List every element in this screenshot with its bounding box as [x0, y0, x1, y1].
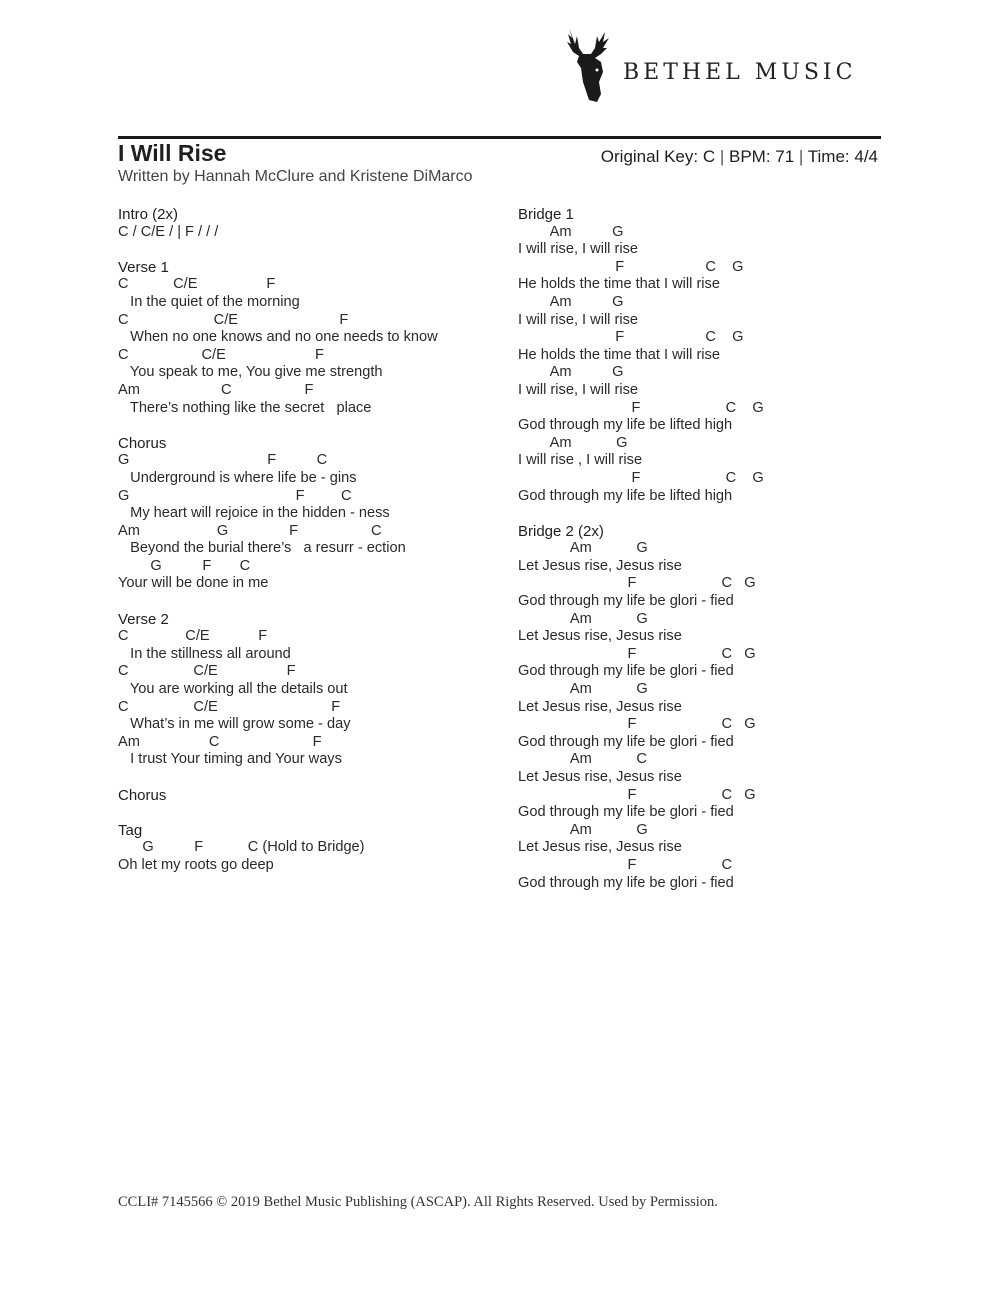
section-title: Bridge 1	[518, 206, 574, 223]
song-line: I will rise, I will rise	[518, 241, 638, 258]
song-line: Am C	[518, 751, 647, 768]
song-line: When no one knows and no one needs to know	[118, 329, 438, 346]
song-line: F C G	[518, 575, 756, 592]
song-meta	[601, 147, 878, 167]
section-title: Chorus	[118, 434, 167, 452]
song-line: C / C/E / | F / / /	[118, 223, 219, 240]
meta-separator: |	[798, 147, 808, 166]
song-line: F C G	[518, 258, 744, 275]
song-line: Oh let my roots go deep	[118, 856, 274, 873]
song-line: You are working all the details out	[118, 681, 348, 698]
song-section	[118, 435, 508, 593]
song-line: Let Jesus rise, Jesus rise	[518, 628, 682, 645]
song-line: Am C F	[118, 733, 322, 750]
song-section	[518, 206, 888, 505]
meta-separator: |	[719, 147, 729, 166]
deer-head-icon	[563, 26, 613, 104]
song-line: C C/E F	[118, 311, 349, 328]
song-line: F C G	[518, 716, 756, 733]
song-line: Am G	[518, 223, 624, 240]
song-line: Am G F C	[118, 522, 382, 539]
song-line: In the stillness all around	[118, 645, 291, 662]
time-signature: Time: 4/4	[807, 147, 878, 166]
header-rule	[118, 136, 881, 139]
song-line: God through my life be glori - fied	[518, 593, 734, 610]
song-line: Am G	[518, 821, 648, 838]
song-line: F C	[518, 856, 733, 873]
song-line: I will rise , I will rise	[518, 452, 643, 469]
original-key: Original Key: C	[600, 147, 716, 166]
writers: Written by Hannah McClure and Kristene DiMarco	[118, 168, 473, 185]
song-line: Underground is where life be - gins	[118, 469, 357, 486]
song-line: C C/E F	[118, 276, 276, 293]
song-line: Am G	[518, 364, 624, 381]
song-line: C C/E F	[118, 698, 341, 715]
section-title: Bridge 2 (2x)	[518, 522, 604, 540]
song-line: I will rise, I will rise	[518, 311, 638, 328]
song-line: F C G	[518, 469, 764, 486]
song-line: F C G	[518, 645, 756, 662]
song-line: Let Jesus rise, Jesus rise	[518, 839, 682, 856]
song-section	[118, 206, 508, 241]
song-line: You speak to me, You give me strength	[118, 364, 383, 381]
song-line: C C/E F	[118, 628, 268, 645]
song-line: What’s in me will grow some - day	[118, 716, 351, 733]
song-line: He holds the time that I will rise	[518, 276, 720, 293]
section-title: Verse 1	[118, 258, 169, 276]
song-line: F C G	[518, 399, 764, 416]
song-section	[518, 523, 888, 892]
section-title: Tag	[118, 821, 143, 839]
song-line: In the quiet of the morning	[118, 293, 300, 310]
song-line: Your will be done in me	[118, 575, 269, 592]
right-column	[518, 206, 888, 910]
song-line: F C G	[518, 786, 756, 803]
song-line: G F C	[118, 557, 251, 574]
song-line: Am C F	[118, 381, 314, 398]
song-line: Am G	[518, 610, 648, 627]
song-line: Am G	[518, 434, 628, 451]
song-title: I Will Rise	[118, 140, 227, 166]
song-line: God through my life be glori - fied	[518, 874, 734, 891]
song-line: God through my life be glori - fied	[518, 804, 734, 821]
song-line: God through my life be glori - fied	[518, 663, 734, 680]
song-line: Am G	[518, 681, 648, 698]
song-line: Beyond the burial there’s a resurr - ection	[118, 540, 406, 557]
copyright-footer: CCLI# 7145566 © 2019 Bethel Music Publishing (ASCAP). All Rights Reserved. Used by Permission.	[118, 1194, 718, 1210]
song-line: Let Jesus rise, Jesus rise	[518, 557, 682, 574]
song-line: I will rise, I will rise	[518, 381, 638, 398]
left-column	[118, 206, 508, 892]
section-title: Chorus	[118, 786, 167, 804]
song-line: C C/E F	[118, 663, 296, 680]
song-line: Am G	[518, 293, 624, 310]
song-line: There’s nothing like the secret place	[118, 399, 372, 416]
bethel-music-logo	[563, 26, 883, 106]
song-line: G F C	[118, 487, 352, 504]
song-line: G F C	[118, 452, 328, 469]
song-section	[118, 822, 508, 875]
song-line: F C G	[518, 329, 744, 346]
section-title: Verse 2	[118, 610, 169, 628]
song-line: God through my life be lifted high	[518, 487, 733, 504]
song-line: My heart will rejoice in the hidden - ness	[118, 505, 390, 522]
song-line: He holds the time that I will rise	[518, 346, 720, 363]
song-line: I trust Your timing and Your ways	[118, 751, 342, 768]
song-line: G F C (Hold to Bridge)	[118, 839, 365, 856]
song-section	[118, 259, 508, 417]
song-line: Let Jesus rise, Jesus rise	[518, 769, 682, 785]
song-section	[118, 787, 508, 805]
song-line: God through my life be lifted high	[518, 417, 733, 434]
song-line: God through my life be glori - fied	[518, 733, 734, 750]
song-line: Am G	[518, 540, 648, 557]
bpm: BPM: 71	[728, 147, 795, 166]
section-title: Intro (2x)	[118, 206, 179, 223]
song-section	[118, 611, 508, 769]
song-line: C C/E F	[118, 346, 324, 363]
song-line: Let Jesus rise, Jesus rise	[518, 698, 682, 715]
brand-name: BETHEL MUSIC	[623, 60, 857, 85]
